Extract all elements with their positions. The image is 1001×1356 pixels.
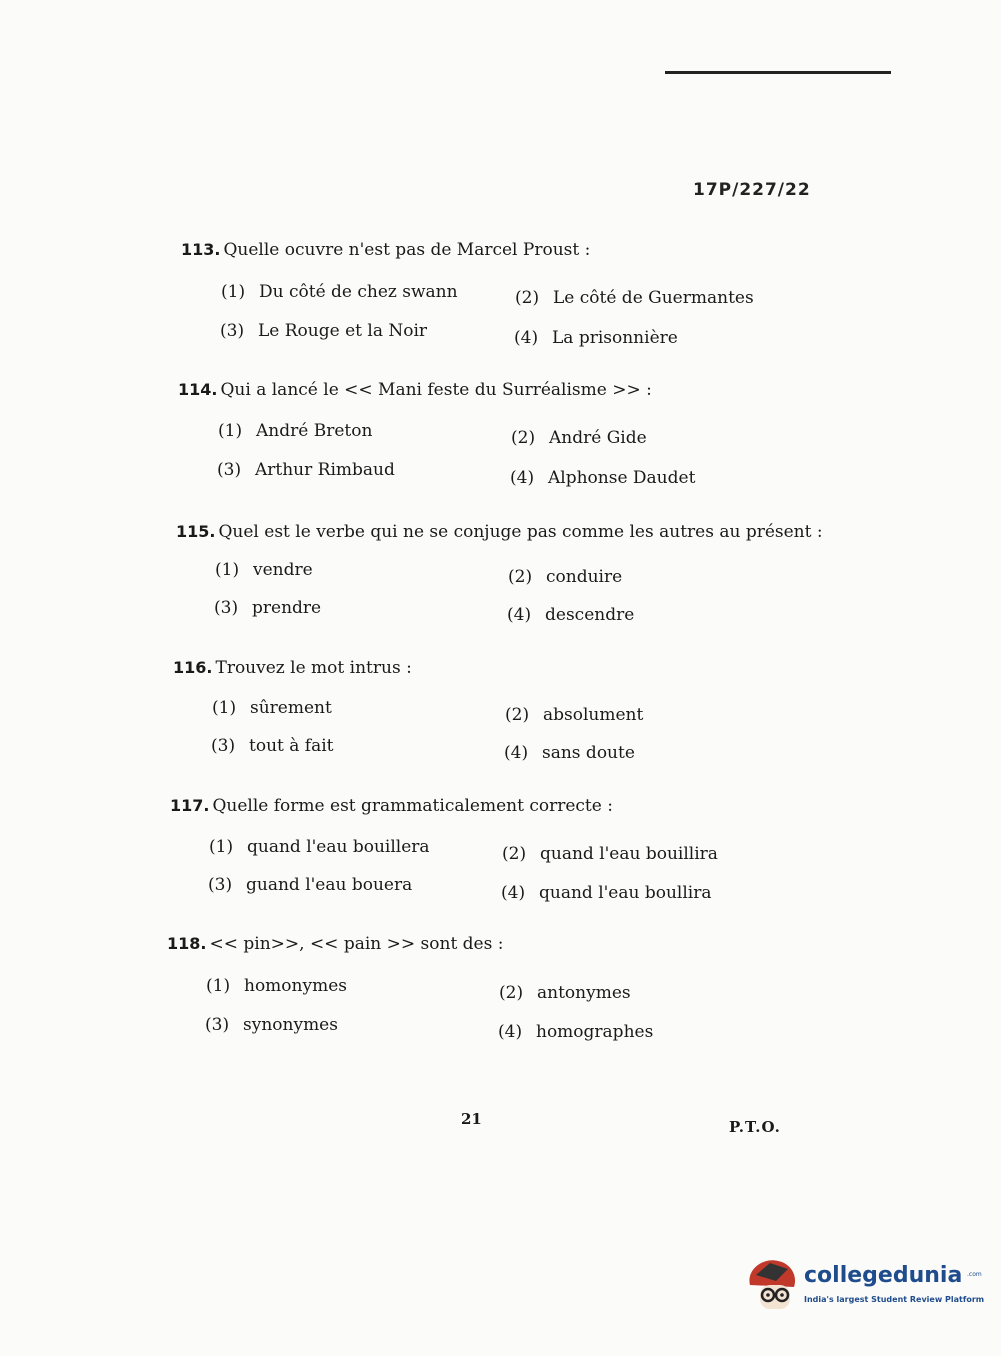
option-text: quand l'eau boullira: [539, 883, 712, 903]
option-115-3[interactable]: [214, 598, 321, 618]
option-113-4[interactable]: [514, 328, 678, 348]
option-text: antonymes: [537, 983, 631, 1003]
question-number: 118.: [167, 934, 207, 953]
option-113-3[interactable]: [220, 321, 427, 341]
option-number: (1): [221, 282, 246, 302]
option-114-4[interactable]: [510, 468, 695, 488]
option-text: Du côté de chez swann: [259, 282, 458, 302]
option-text: absolument: [543, 705, 644, 725]
logo-name: collegedunia: [804, 1263, 963, 1288]
option-number: (3): [205, 1015, 230, 1035]
option-number: (1): [218, 421, 243, 441]
question-number: 115.: [176, 522, 216, 541]
option-text: La prisonnière: [552, 328, 678, 348]
option-number: (3): [214, 598, 239, 618]
option-text: tout à fait: [249, 736, 334, 756]
option-number: (1): [206, 976, 231, 996]
option-number: (4): [507, 605, 532, 625]
option-text: homographes: [536, 1022, 654, 1042]
option-number: (2): [502, 844, 527, 864]
option-number: (2): [511, 428, 536, 448]
option-number: (1): [212, 698, 237, 718]
option-number: (2): [505, 705, 530, 725]
option-text: quand l'eau bouillera: [247, 837, 430, 857]
option-117-4[interactable]: [501, 883, 712, 903]
question-text: Quelle forme est grammaticalement correcte :: [212, 796, 613, 816]
option-117-1[interactable]: [209, 837, 430, 857]
option-number: (2): [499, 983, 524, 1003]
option-text: André Breton: [256, 421, 373, 441]
page-number: 21: [461, 1110, 482, 1128]
option-text: synonymes: [243, 1015, 338, 1035]
question-text: Quel est le verbe qui ne se conjuge pas comme les autres au présent :: [218, 522, 823, 542]
question-text: Trouvez le mot intrus :: [215, 658, 412, 678]
option-text: conduire: [546, 567, 623, 587]
option-text: Alphonse Daudet: [548, 468, 696, 488]
option-text: descendre: [545, 605, 635, 625]
option-116-1[interactable]: [212, 698, 332, 718]
logo-tld: .com: [967, 1271, 982, 1278]
question-text: Qui a lancé le << Mani feste du Surréalisme >> :: [220, 380, 652, 400]
option-number: (4): [501, 883, 526, 903]
option-text: sans doute: [542, 743, 635, 763]
option-number: (1): [215, 560, 240, 580]
logo-tagline: India's largest Student Review Platform: [804, 1295, 985, 1304]
option-114-3[interactable]: [217, 460, 395, 480]
collegedunia-logo[interactable]: [742, 1255, 985, 1315]
option-text: quand l'eau bouillira: [540, 844, 718, 864]
option-text: André Gide: [549, 428, 647, 448]
top-rule: [665, 71, 891, 74]
mascot-icon: [742, 1255, 802, 1315]
question-number: 114.: [178, 380, 218, 399]
option-113-2[interactable]: [515, 288, 754, 308]
option-text: sûrement: [250, 698, 332, 718]
question-118: [167, 934, 807, 954]
question-116: [173, 658, 813, 678]
question-number: 113.: [181, 240, 221, 259]
option-118-2[interactable]: [499, 983, 631, 1003]
question-number: 116.: [173, 658, 213, 677]
option-116-3[interactable]: [211, 736, 334, 756]
option-117-3[interactable]: [208, 875, 412, 895]
option-number: (4): [514, 328, 539, 348]
option-text: Le côté de Guermantes: [553, 288, 754, 308]
option-number: (3): [217, 460, 242, 480]
option-number: (4): [510, 468, 535, 488]
paper-code: 17P/227/22: [693, 180, 811, 200]
option-118-1[interactable]: [206, 976, 347, 996]
option-115-1[interactable]: [215, 560, 313, 580]
pto-label: P.T.O.: [729, 1118, 781, 1136]
option-text: Le Rouge et la Noir: [258, 321, 428, 341]
option-text: homonymes: [244, 976, 347, 996]
option-number: (3): [220, 321, 245, 341]
option-116-2[interactable]: [505, 705, 643, 725]
option-text: Arthur Rimbaud: [255, 460, 395, 480]
question-113: [181, 240, 821, 260]
option-118-4[interactable]: [498, 1022, 653, 1042]
question-117: [170, 796, 810, 816]
option-114-1[interactable]: [218, 421, 372, 441]
option-114-2[interactable]: [511, 428, 647, 448]
option-text: guand l'eau bouera: [246, 875, 413, 895]
question-114: [178, 380, 818, 400]
question-number: 117.: [170, 796, 210, 815]
option-115-2[interactable]: [508, 567, 622, 587]
question-115: [176, 522, 823, 542]
option-number: (3): [211, 736, 236, 756]
question-text: << pin>>, << pain >> sont des :: [209, 934, 504, 954]
option-number: (1): [209, 837, 234, 857]
option-text: prendre: [252, 598, 322, 618]
option-number: (2): [515, 288, 540, 308]
option-number: (2): [508, 567, 533, 587]
question-text: Quelle ocuvre n'est pas de Marcel Proust :: [223, 240, 591, 260]
option-113-1[interactable]: [221, 282, 458, 302]
option-number: (4): [498, 1022, 523, 1042]
option-text: vendre: [253, 560, 313, 580]
option-115-4[interactable]: [507, 605, 634, 625]
option-117-2[interactable]: [502, 844, 718, 864]
option-number: (3): [208, 875, 233, 895]
option-116-4[interactable]: [504, 743, 635, 763]
option-number: (4): [504, 743, 529, 763]
option-118-3[interactable]: [205, 1015, 338, 1035]
